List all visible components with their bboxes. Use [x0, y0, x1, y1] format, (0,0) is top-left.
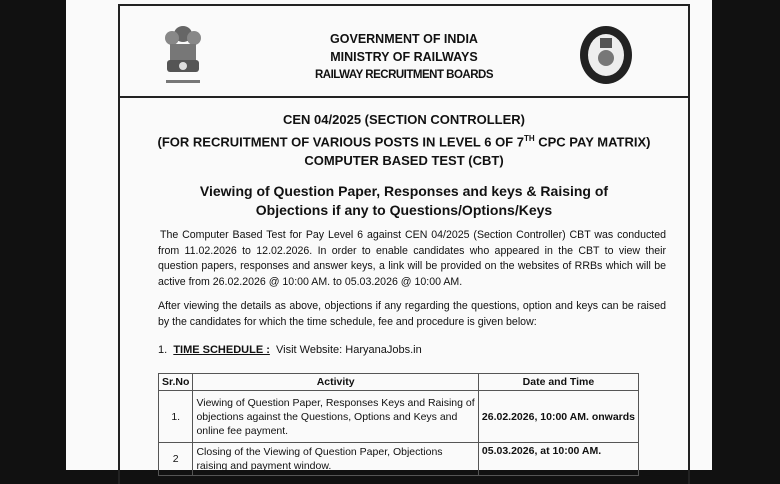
- notice-title: [120, 110, 688, 170]
- org-line-3: RAILWAY RECRUITMENT BOARDS: [314, 69, 494, 81]
- cell-activity: Closing of the Viewing of Question Paper, Objections raising and payment window.: [193, 443, 478, 476]
- cell-srno: 1.: [159, 391, 193, 443]
- document-page: [66, 0, 712, 470]
- intro-paragraph: The Computer Based Test for Pay Level 6 against CEN 04/2025 (Section Controller) CBT was conducted from 11.02.2026 to 12.02.2026. In order to enable candidates who appeared in the CBT to view their question papers, responses and answer keys, a link will be provided on the websites of RRBs which will be active from 26.02.2026 @ 10:00 AM. to 05.03.2026 @ 10:00 AM.: [158, 229, 666, 288]
- cen-number: CEN 04/2025 (SECTION CONTROLLER): [283, 112, 525, 127]
- header-srno: Sr.No: [159, 374, 193, 391]
- subject-heading: [120, 182, 688, 220]
- subject-line-2: Objections if any to Questions/Options/Keys: [255, 202, 553, 218]
- indian-railways-logo-icon: [578, 24, 634, 86]
- time-schedule-heading: [158, 344, 422, 356]
- cbt-line: COMPUTER BASED TEST (CBT): [304, 153, 504, 169]
- notice-border: [118, 4, 690, 484]
- header-activity: Activity: [193, 374, 478, 391]
- table-header-row: [159, 374, 639, 391]
- recruitment-text: (FOR RECRUITMENT OF VARIOUS POSTS IN LEVEL 6 OF 7: [157, 134, 524, 150]
- cell-activity: Viewing of Question Paper, Responses Keys and Raising of objections against the Questions, Options and Keys and online fee payment.: [193, 391, 478, 443]
- section-title: TIME SCHEDULE :: [173, 344, 270, 356]
- header-divider: [120, 96, 688, 98]
- schedule-table: [158, 373, 639, 476]
- subject-line-1: Viewing of Question Paper, Responses and keys & Raising of: [199, 183, 609, 199]
- section-number: 1.: [158, 344, 168, 356]
- cell-date: 05.03.2026, at 10:00 AM.: [478, 443, 638, 476]
- cell-date: 26.02.2026, 10:00 AM. onwards: [478, 391, 638, 443]
- org-line-1: GOVERNMENT OF INDIA: [330, 32, 478, 46]
- cell-srno: 2: [159, 443, 193, 476]
- website-text: Visit Website: HaryanaJobs.in: [276, 344, 422, 356]
- table-row: [159, 443, 639, 476]
- header-date: Date and Time: [478, 374, 638, 391]
- org-line-2: MINISTRY OF RAILWAYS: [330, 50, 478, 64]
- table-row: [159, 391, 639, 443]
- objection-paragraph: After viewing the details as above, objections if any regarding the questions, option and keys can be raised by the candidates for which the time schedule, fee and procedure is given below:: [158, 300, 666, 328]
- superscript: TH: [523, 134, 535, 143]
- recruitment-line: [120, 129, 688, 151]
- recruitment-text-end: CPC PAY MATRIX): [534, 134, 651, 150]
